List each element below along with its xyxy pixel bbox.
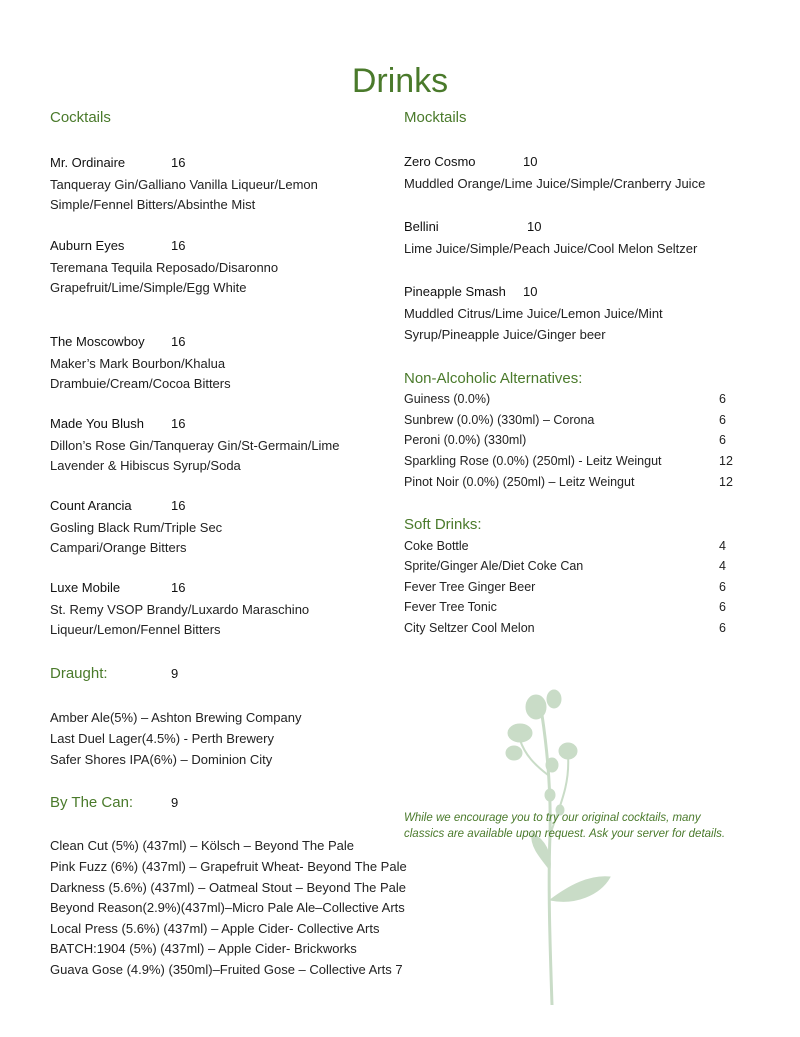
draught-item: Safer Shores IPA(6%) – Dominion City xyxy=(50,752,273,767)
item-price: 4 xyxy=(719,559,726,573)
cocktail-name: Made You Blush xyxy=(50,416,144,431)
item-price: 6 xyxy=(719,580,726,594)
item-name: Fever Tree Ginger Beer xyxy=(404,580,536,594)
can-item: BATCH:1904 (5%) (437ml) – Apple Cider- Brickworks xyxy=(50,941,357,956)
item-name: Peroni (0.0%) (330ml) xyxy=(404,433,527,447)
cocktail-desc-line1: Maker’s Mark Bourbon/Khalua xyxy=(50,356,226,371)
can-item: Guava Gose (4.9%) (350ml)–Fruited Gose – Collective Arts 7 xyxy=(50,962,403,977)
cocktails-heading: Cocktails xyxy=(50,109,111,126)
cocktail-price: 16 xyxy=(171,238,186,253)
cocktail-price: 16 xyxy=(171,498,186,513)
item-price: 6 xyxy=(719,600,726,614)
can-item: Local Press (5.6%) (437ml) – Apple Cider- Collective Arts xyxy=(50,921,380,936)
can-item: Beyond Reason(2.9%)(437ml)–Micro Pale Ale–Collective Arts xyxy=(50,900,405,915)
draught-item: Last Duel Lager(4.5%) - Perth Brewery xyxy=(50,731,274,746)
cocktail-price: 16 xyxy=(171,334,186,349)
item-name: Sunbrew (0.0%) (330ml) – Corona xyxy=(404,413,595,427)
soft-drink-item xyxy=(404,600,734,614)
item-price: 4 xyxy=(719,539,726,553)
cocktail-name: Auburn Eyes xyxy=(50,238,125,253)
non-alcoholic-item xyxy=(404,454,734,468)
cocktail-name: Count Arancia xyxy=(50,498,132,513)
mocktail-price: 10 xyxy=(523,284,538,299)
cocktail-desc-line1: Teremana Tequila Reposado/Disaronno xyxy=(50,260,279,275)
cocktail-desc-line1: Gosling Black Rum/Triple Sec xyxy=(50,520,223,535)
mocktail-name: Pineapple Smash xyxy=(404,284,506,299)
cocktail-desc-line2: Campari/Orange Bitters xyxy=(50,540,187,555)
item-price: 6 xyxy=(719,621,726,635)
item-name: Sparkling Rose (0.0%) (250ml) - Leitz Weingut xyxy=(404,454,662,468)
cocktail-price: 16 xyxy=(171,155,186,170)
mocktail-desc-line2: Syrup/Pineapple Juice/Ginger beer xyxy=(404,327,606,342)
non-alcoholic-item xyxy=(404,392,734,406)
cocktail-desc-line1: St. Remy VSOP Brandy/Luxardo Maraschino xyxy=(50,602,310,617)
mocktail-price: 10 xyxy=(527,219,542,234)
page-title: Drinks xyxy=(351,62,449,100)
non-alcoholic-item xyxy=(404,433,734,447)
mocktail-name: Zero Cosmo xyxy=(404,154,476,169)
item-price: 6 xyxy=(719,413,726,427)
can-heading: By The Can: xyxy=(50,794,134,811)
soft-drink-item xyxy=(404,539,734,553)
mocktail-desc-line1: Muddled Citrus/Lime Juice/Lemon Juice/Mint xyxy=(404,306,663,321)
cocktail-desc-line2: Liqueur/Lemon/Fennel Bitters xyxy=(50,622,221,637)
item-name: Pinot Noir (0.0%) (250ml) – Leitz Weingut xyxy=(404,475,635,489)
can-item: Clean Cut (5%) (437ml) – Kölsch – Beyond The Pale xyxy=(50,838,354,853)
non-alcoholic-item xyxy=(404,475,734,489)
note-line1: While we encourage you to try our original cocktails, many xyxy=(404,812,701,824)
mocktail-desc-line1: Lime Juice/Simple/Peach Juice/Cool Melon Seltzer xyxy=(404,241,698,256)
item-name: City Seltzer Cool Melon xyxy=(404,621,535,635)
cocktail-desc-line2: Drambuie/Cream/Cocoa Bitters xyxy=(50,376,231,391)
soft-drinks-heading: Soft Drinks: xyxy=(404,516,482,533)
cocktail-desc-line2: Simple/Fennel Bitters/Absinthe Mist xyxy=(50,197,256,212)
non-alcoholic-item xyxy=(404,413,734,427)
can-item: Pink Fuzz (6%) (437ml) – Grapefruit Wheat- Beyond The Pale xyxy=(50,859,407,874)
item-name: Coke Bottle xyxy=(404,539,469,553)
item-price: 6 xyxy=(719,392,726,406)
item-name: Fever Tree Tonic xyxy=(404,600,497,614)
cocktail-desc-line2: Lavender & Hibiscus Syrup/Soda xyxy=(50,458,241,473)
cocktail-desc-line1: Tanqueray Gin/Galliano Vanilla Liqueur/Lemon xyxy=(50,177,318,192)
mocktail-name: Bellini xyxy=(404,219,439,234)
cocktail-name: Luxe Mobile xyxy=(50,580,121,595)
cocktail-price: 16 xyxy=(171,580,186,595)
mocktail-price: 10 xyxy=(523,154,538,169)
item-price: 12 xyxy=(719,454,733,468)
soft-drink-item xyxy=(404,621,734,635)
soft-drink-item xyxy=(404,580,734,594)
non-alcoholic-heading: Non-Alcoholic Alternatives: xyxy=(404,370,583,387)
draught-price: 9 xyxy=(171,666,179,681)
cocktail-desc-line1: Dillon’s Rose Gin/Tanqueray Gin/St-Germain/Lime xyxy=(50,438,340,453)
item-name: Guiness (0.0%) xyxy=(404,392,491,406)
note-line2: classics are available upon request. Ask your server for details. xyxy=(404,828,726,840)
item-price: 12 xyxy=(719,475,733,489)
can-item: Darkness (5.6%) (437ml) – Oatmeal Stout – Beyond The Pale xyxy=(50,880,406,895)
plant-illustration-icon xyxy=(490,685,630,1010)
item-price: 6 xyxy=(719,433,726,447)
cocktail-name: The Moscowboy xyxy=(50,334,145,349)
can-price: 9 xyxy=(171,795,179,810)
cocktail-name: Mr. Ordinaire xyxy=(50,155,126,170)
mocktails-heading: Mocktails xyxy=(404,109,467,126)
mocktail-desc-line1: Muddled Orange/Lime Juice/Simple/Cranberry Juice xyxy=(404,176,706,191)
cocktail-price: 16 xyxy=(171,416,186,431)
item-name: Sprite/Ginger Ale/Diet Coke Can xyxy=(404,559,584,573)
cocktail-desc-line2: Grapefruit/Lime/Simple/Egg White xyxy=(50,280,247,295)
soft-drink-item xyxy=(404,559,734,573)
draught-item: Amber Ale(5%) – Ashton Brewing Company xyxy=(50,710,302,725)
draught-heading: Draught: xyxy=(50,665,108,682)
